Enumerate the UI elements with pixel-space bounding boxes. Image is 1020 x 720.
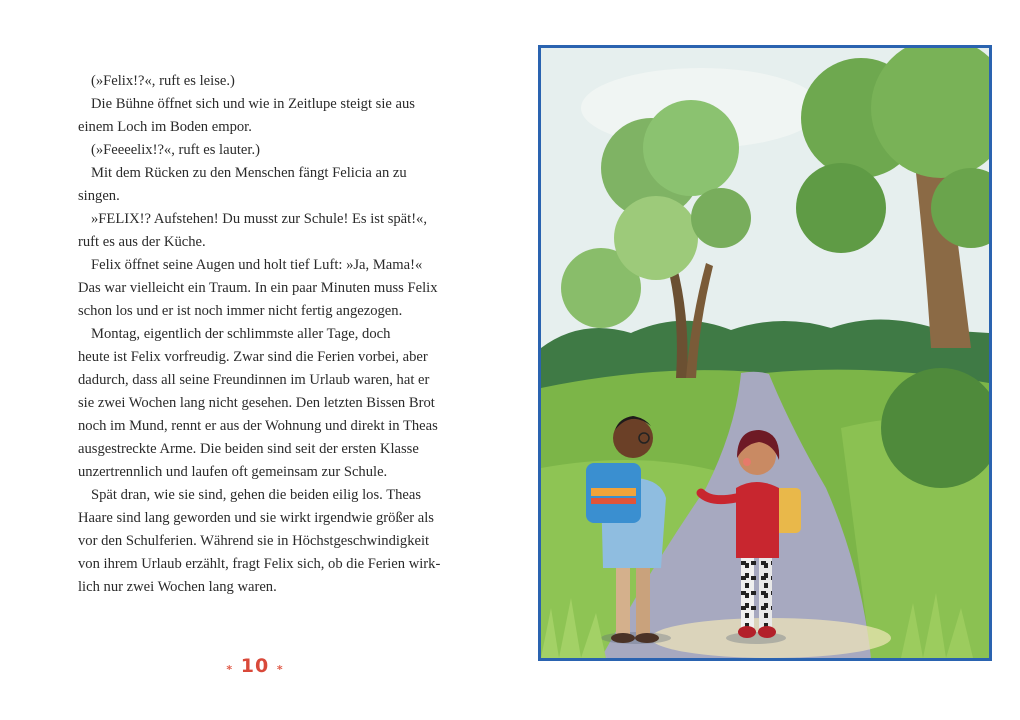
girl-shadow	[726, 632, 786, 644]
text-line: singen.	[78, 188, 120, 204]
text-line: dadurch, dass all seine Freundinnen im Urlaub waren, hat er	[78, 372, 430, 388]
story-text	[78, 70, 441, 599]
boy-shoe-right	[635, 633, 659, 643]
text-line: (»Feeeelix!?«, ruft es lauter.)	[91, 142, 260, 158]
text-line: Mit dem Rücken zu den Menschen fängt Felicia an zu	[91, 165, 407, 181]
text-line: Montag, eigentlich der schlimmste aller Tage, doch	[91, 326, 391, 342]
tree-crown-middle-5	[691, 188, 751, 248]
tree-crown-right-3	[796, 163, 886, 253]
girl-jacket	[736, 482, 779, 558]
text-line: ruft es aus der Küche.	[78, 234, 206, 250]
text-line: »FELIX!? Aufstehen! Du musst zur Schule! Es ist spät!«,	[91, 211, 428, 227]
text-line: schon los und er ist noch immer nicht fertig angezogen.	[78, 303, 403, 319]
left-ornament-icon: ⁎	[226, 660, 234, 673]
text-line: von ihrem Urlaub erzählt, fragt Felix sich, ob die Ferien wirk-	[78, 556, 441, 572]
backpack-stripe-orange	[591, 488, 636, 496]
text-line: sie zwei Wochen lang nicht gesehen. Den letzten Bissen Brot	[78, 395, 435, 411]
boy-shoe-left	[611, 633, 635, 643]
text-line: noch im Mund, rennt er aus der Wohnung und direkt in Theas	[78, 418, 438, 434]
story-illustration	[538, 45, 992, 661]
page-number	[225, 655, 285, 677]
page-number-value: 10	[240, 655, 270, 677]
illustration-scene	[541, 48, 989, 658]
text-line: Die Bühne öffnet sich und wie in Zeitlupe steigt sie aus	[91, 96, 415, 112]
tree-crown-middle-2	[643, 100, 739, 196]
text-line: einem Loch im Boden empor.	[78, 119, 252, 135]
right-ornament-icon: ⁎	[276, 660, 284, 673]
backpack-stripe-red	[591, 498, 636, 504]
text-line: vor den Schulferien. Während sie in Höchstgeschwindigkeit	[78, 533, 430, 549]
boy-leg-right	[636, 566, 650, 636]
girl-shoe-right	[758, 626, 776, 638]
girl-shoe-left	[738, 626, 756, 638]
tree-crown-middle-4	[614, 196, 698, 280]
text-line: unzertrennlich und laufen oft gemeinsam zur Schule.	[78, 464, 388, 480]
text-line: Felix öffnet seine Augen und holt tief Luft: »Ja, Mama!«	[91, 257, 423, 273]
text-line: Haare sind lang geworden und sie wirkt irgendwie größer als	[78, 510, 434, 526]
text-line: Das war vielleicht ein Traum. In ein paar Minuten muss Felix	[78, 280, 438, 296]
text-line: Spät dran, wie sie sind, gehen die beiden eilig los. Theas	[91, 487, 422, 503]
text-line: lich nur zwei Wochen lang waren.	[78, 579, 277, 595]
girl-cheek	[743, 458, 751, 466]
text-line: heute ist Felix vorfreudig. Zwar sind die Ferien vorbei, aber	[78, 349, 428, 365]
text-line: ausgestreckte Arme. Die beiden sind seit der ersten Klasse	[78, 441, 419, 457]
boy-leg-left	[616, 566, 630, 636]
text-line: (»Felix!?«, ruft es leise.)	[91, 73, 235, 89]
